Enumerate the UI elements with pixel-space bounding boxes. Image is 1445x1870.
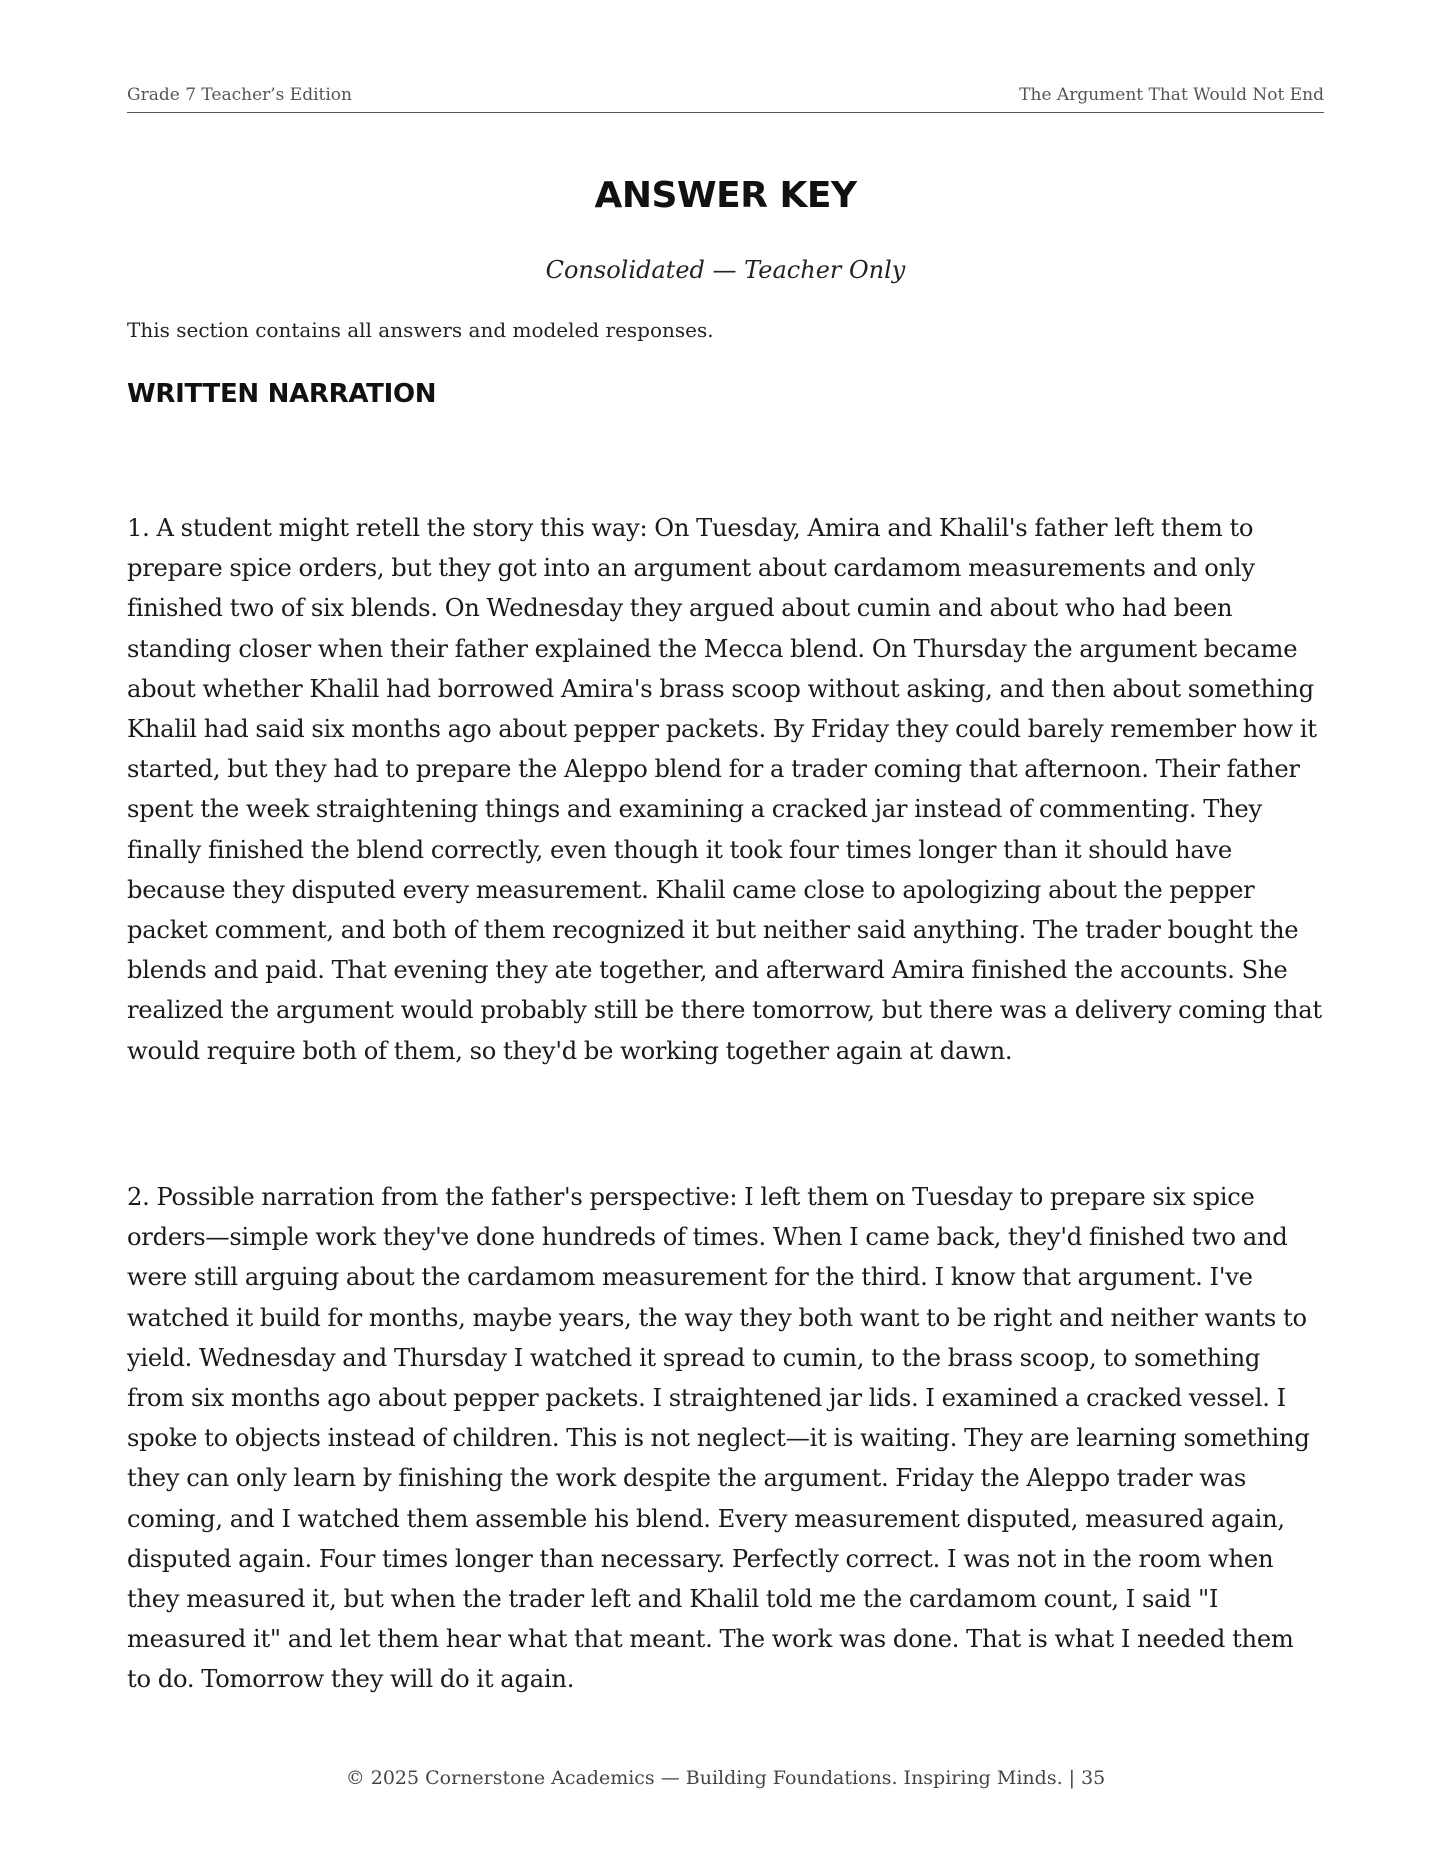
header-right-text: The Argument That Would Not End <box>1019 85 1324 105</box>
running-header <box>127 84 1324 113</box>
answer-paragraph-1: 1. A student might retell the story this way: On Tuesday, Amira and Khalil's father left them to prepare spice orders, but they got into an argument about cardamom measurements and only finished two of six blends. On Wednesday they argued about cumin and about who had been standing closer when their father explained the Mecca blend. On Thursday the argument became about whether Khalil had borrowed Amira's brass scoop without asking, and then about something Khalil had said six months ago about pepper packets. By Friday they could barely remember how it started, but they had to prepare the Aleppo blend for a trader coming that afternoon. Their father spent the week straightening things and examining a cracked jar instead of commenting. They finally finished the blend correctly, even though it took four times longer than it should have because they disputed every measurement. Khalil came close to apologizing about the pepper packet comment, and both of them recognized it but neither said anything. The trader bought the blends and paid. That evening they ate together, and afterward Amira finished the accounts. She realized the argument would probably still be there tomorrow, but there was a delivery coming that would require both of them, so they'd be working together again at dawn. <box>127 514 1322 1065</box>
answer-paragraph-2: 2. Possible narration from the father's perspective: I left them on Tuesday to prepare six spice orders—simple work they've done hundreds of times. When I came back, they'd finished two and were still arguing about the cardamom measurement for the third. I know that argument. I've watched it build for months, maybe years, the way they both want to be right and neither wants to yield. Wednesday and Thursday I watched it spread to cumin, to the brass scoop, to something from six months ago about pepper packets. I straightened jar lids. I examined a cracked vessel. I spoke to objects instead of children. This is not neglect—it is waiting. They are learning something they can only learn by finishing the work despite the argument. Friday the Aleppo trader was coming, and I watched them assemble his blend. Every measurement disputed, measured again, disputed again. Four times longer than necessary. Perfectly correct. I was not in the room when they measured it, but when the trader left and Khalil told me the cardamom count, I said "I measured it" and let them hear what that meant. The work was done. That is what I needed them to do. Tomorrow they will do it again. <box>127 1183 1310 1694</box>
intro-text: This section contains all answers and modeled responses. <box>127 318 714 342</box>
header-left-text: Grade 7 Teacher’s Edition <box>127 85 352 105</box>
page-subtitle: Consolidated — Teacher Only <box>545 256 906 284</box>
section-heading: WRITTEN NARRATION <box>127 379 437 409</box>
document-page <box>127 0 1324 1870</box>
page-footer: © 2025 Cornerstone Academics — Building Foundations. Inspiring Minds. | 35 <box>345 1767 1106 1789</box>
page-title: ANSWER KEY <box>594 175 857 216</box>
